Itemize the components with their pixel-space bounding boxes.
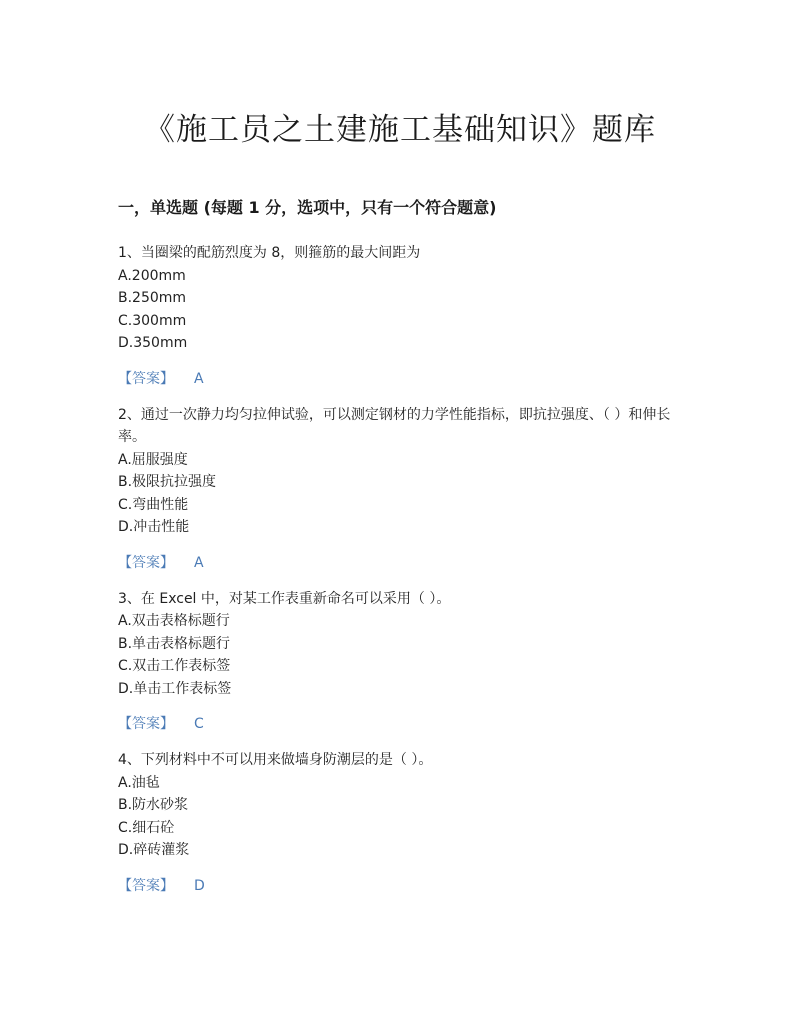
option-b: B.极限抗拉强度 [118,474,217,490]
option-d: D.350mm [118,335,188,351]
option-c: C.300mm [118,312,187,329]
question-3 [118,588,688,736]
question-list [118,242,688,911]
option-list [118,772,688,862]
document-title: 《施工员之土建施工基础知识》题库 [144,112,656,148]
question-stem: 4、下列材料中不可以用来做墙身防潮层的是（ ）。 [118,752,433,768]
option-d: D.单击工作表标签 [118,680,232,697]
option-b: B.防水砂浆 [118,797,189,813]
answer-label: 【答案】 [118,554,174,571]
option-a: A.油毡 [118,774,160,791]
option-list [118,449,688,539]
answer-row [118,552,688,574]
answer-value: C [194,716,204,732]
option-a: A.200mm [118,267,186,284]
answer-label: 【答案】 [118,716,174,732]
answer-row [118,368,688,390]
answer-row [118,875,688,897]
option-a: A.屈服强度 [118,451,188,468]
option-d: D.碎砖灌浆 [118,842,190,858]
option-b: B.单击表格标题行 [118,635,231,652]
section-heading: 一，单选题 (每题 1 分，选项中，只有一个符合题意) [118,198,497,217]
question-4 [118,749,688,897]
question-stem: 3、在 Excel 中，对某工作表重新命名可以采用（ ）。 [118,590,451,607]
answer-value: A [194,370,204,387]
answer-value: D [194,877,205,894]
option-b: B.250mm [118,290,187,306]
option-c: C.双击工作表标签 [118,658,231,674]
answer-label: 【答案】 [118,370,174,387]
option-list [118,265,688,355]
answer-value: A [194,554,204,571]
option-d: D.冲击性能 [118,519,190,535]
option-c: C.细石砼 [118,819,175,836]
option-c: C.弯曲性能 [118,496,189,513]
answer-label: 【答案】 [118,877,174,894]
question-stem: 2、通过一次静力均匀拉伸试验，可以测定钢材的力学性能指标，即抗拉强度、（ ）和伸长率。 [118,406,671,445]
question-stem: 1、当圈梁的配筋烈度为 8，则箍筋的最大间距为 [118,245,421,261]
option-a: A.双击表格标题行 [118,613,230,629]
option-list [118,610,688,700]
question-1 [118,242,688,390]
question-2 [118,404,688,574]
answer-row [118,713,688,735]
